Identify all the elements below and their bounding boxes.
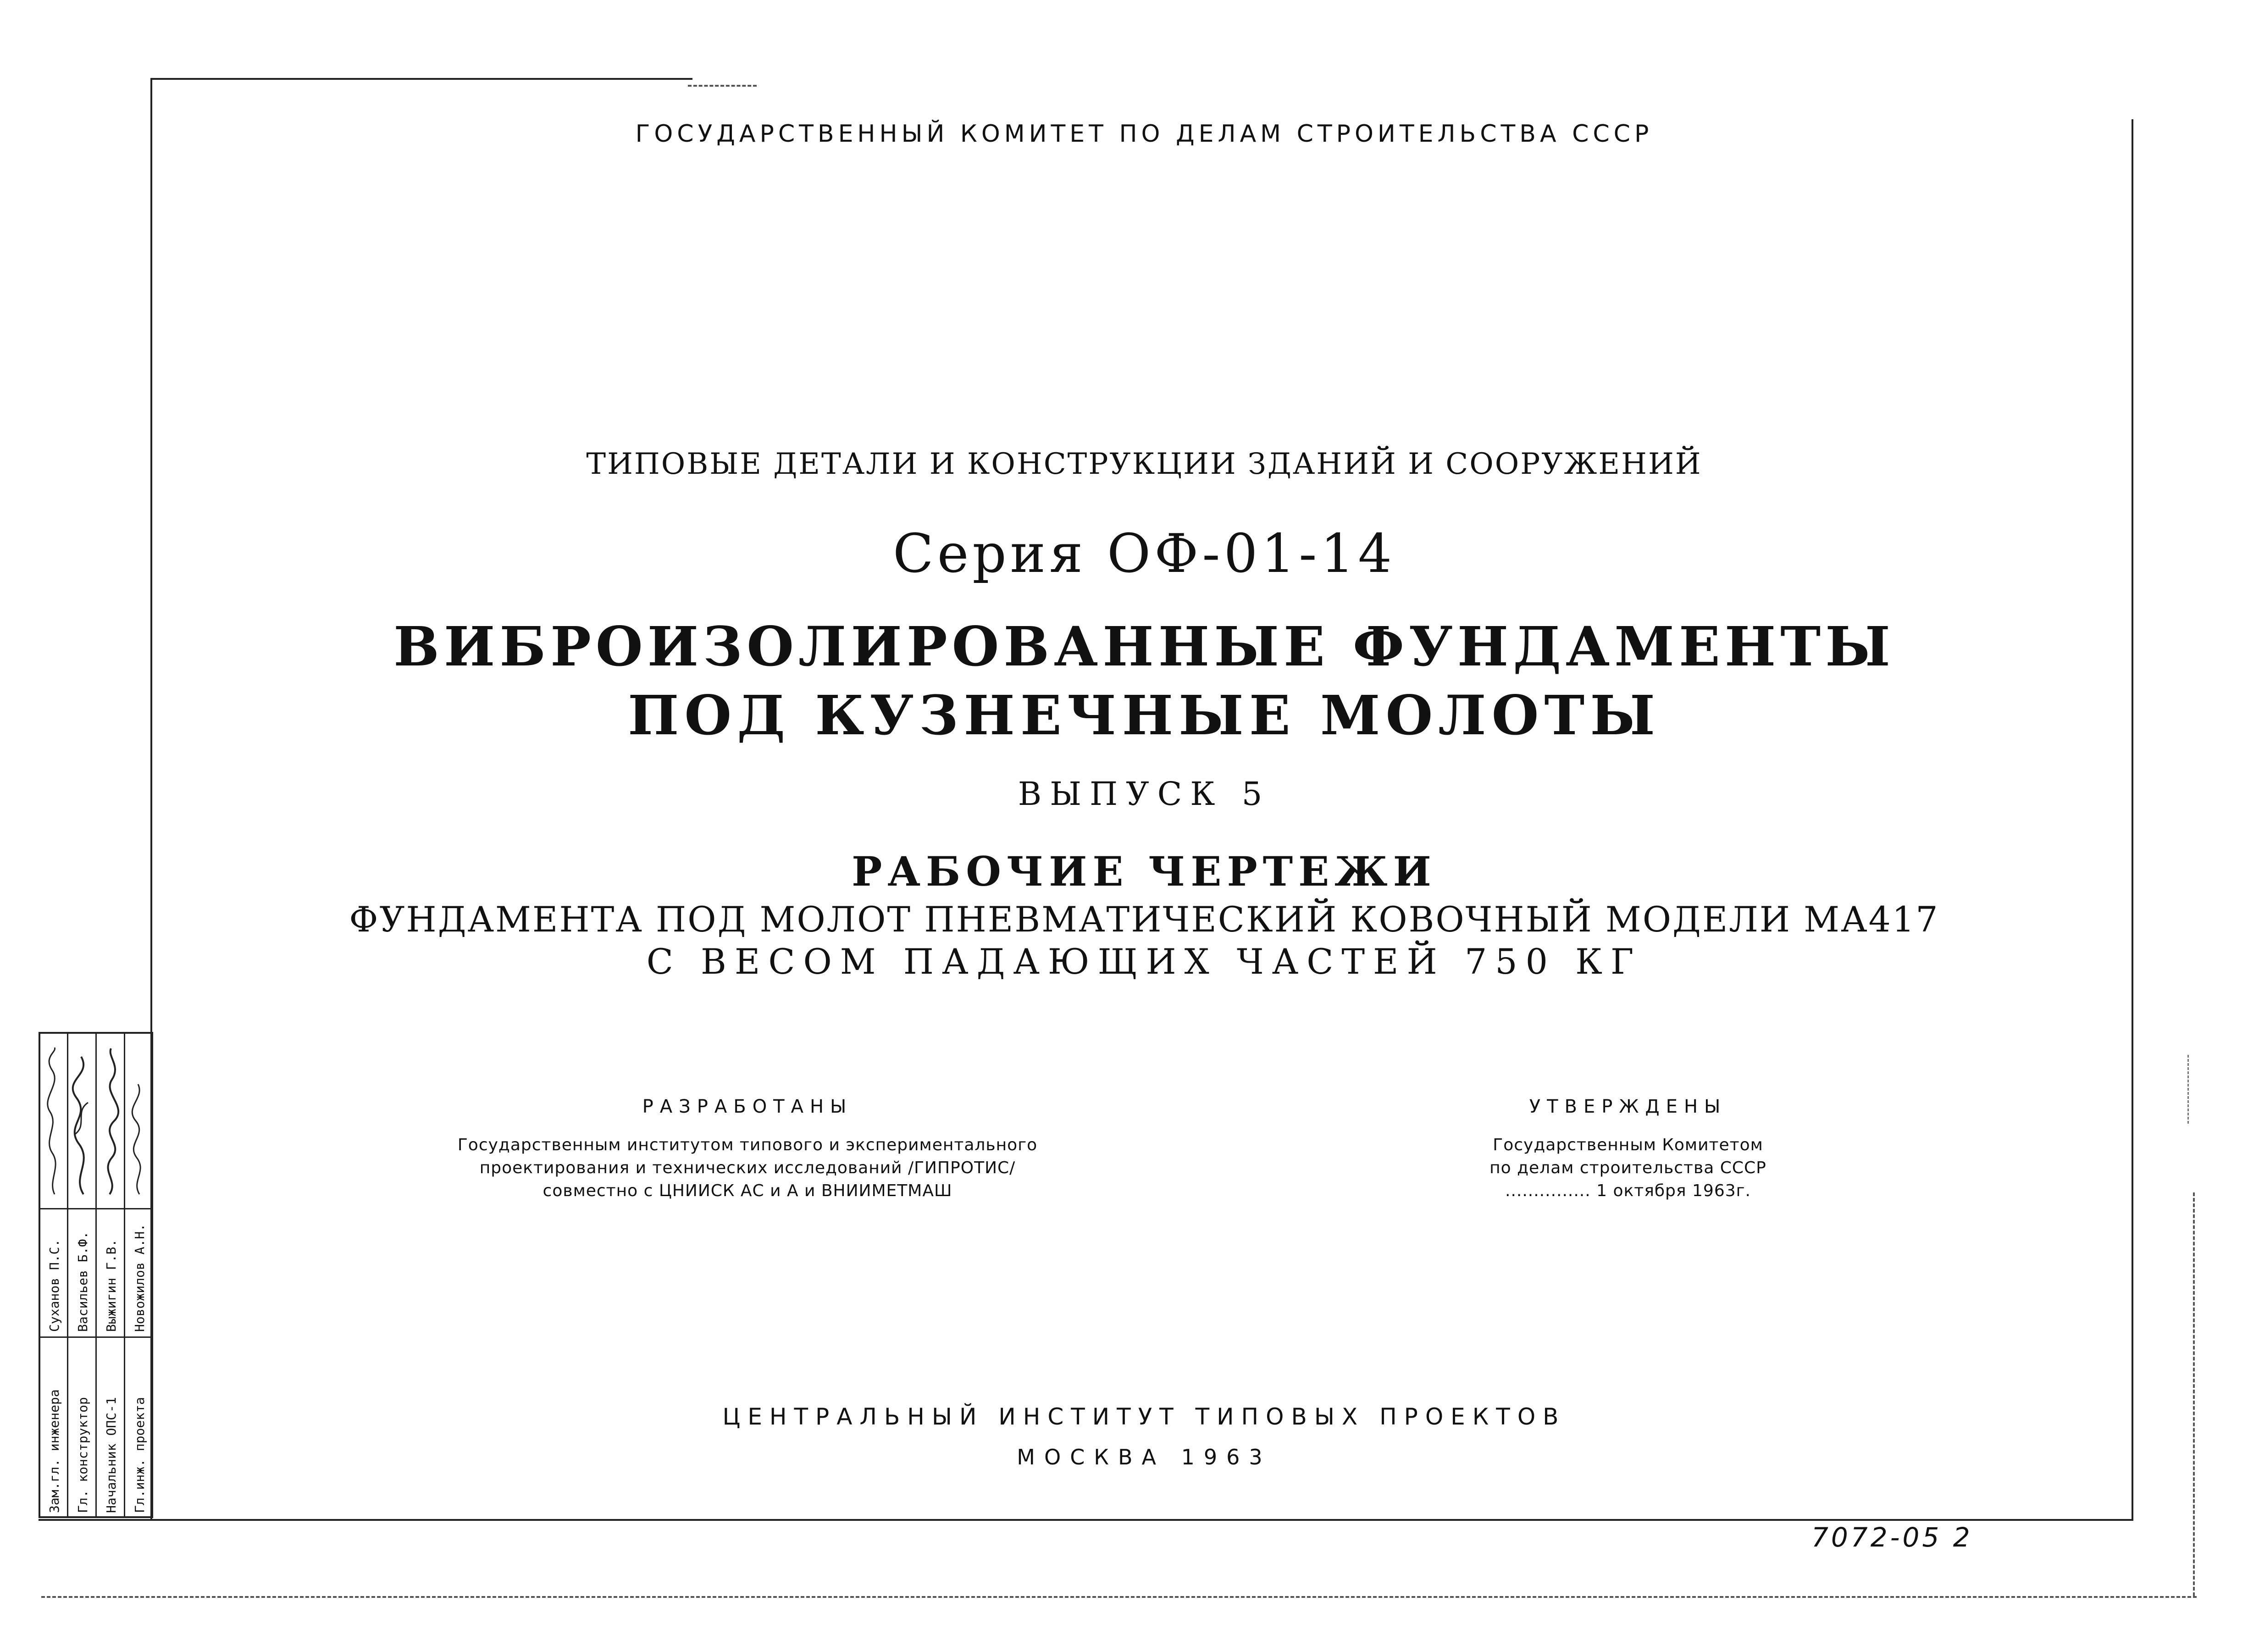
developed-line1: Государственным институтом типового и экспериментального bbox=[457, 1136, 1038, 1154]
series-number: Серия ОФ-01-14 bbox=[892, 523, 1396, 585]
stamp-role-1: Зам.гл. инженера bbox=[47, 1389, 62, 1513]
stamp-name-2: Васильев Б.Ф. bbox=[75, 1231, 90, 1332]
publisher-institute: ЦЕНТРАЛЬНЫЙ ИНСТИТУТ ТИПОВЫХ ПРОЕКТОВ bbox=[722, 1403, 1566, 1430]
approved-block bbox=[1399, 1096, 1857, 1203]
frame-top-dashed bbox=[688, 85, 757, 87]
stamp-name-1: Суханов П.С. bbox=[47, 1239, 62, 1332]
signature-1 bbox=[43, 1043, 66, 1199]
main-title-line1: ВИБРОИЗОЛИРОВАННЫЕ ФУНДАМЕНТЫ bbox=[393, 615, 1895, 678]
approved-line3: ............... 1 октября 1963г. bbox=[1505, 1181, 1751, 1200]
series-category-title: ТИПОВЫЕ ДЕТАЛИ И КОНСТРУКЦИИ ЗДАНИЙ И СООРУЖЕНИЙ bbox=[586, 447, 1702, 481]
stamp-name-4: Новожилов А.Н. bbox=[132, 1223, 147, 1332]
stamp-role-3: Начальник ОПС-1 bbox=[104, 1397, 119, 1513]
stamp-divider bbox=[40, 1336, 151, 1338]
stamp-role-2: Гл. конструктор bbox=[75, 1397, 90, 1513]
trim-mark-right bbox=[2187, 1055, 2189, 1124]
trim-line-bottom bbox=[41, 1596, 2197, 1598]
working-drawings-heading: РАБОЧИЕ ЧЕРТЕЖИ bbox=[852, 848, 1437, 895]
stamp-divider bbox=[67, 1034, 68, 1516]
stamp-divider bbox=[124, 1034, 125, 1516]
developed-block bbox=[358, 1096, 1137, 1203]
developed-heading: РАЗРАБОТАНЫ bbox=[642, 1096, 853, 1117]
stamp-name-3: Выжигин Г.В. bbox=[104, 1239, 119, 1332]
trim-line-right bbox=[2193, 1192, 2195, 1596]
stamp-role-4: Гл.инж. проекта bbox=[132, 1397, 147, 1513]
stamp-divider bbox=[95, 1034, 97, 1516]
stamp-divider bbox=[40, 1208, 151, 1209]
frame-bottom bbox=[39, 1519, 2133, 1521]
approved-line2: по делам строительства СССР bbox=[1489, 1159, 1766, 1177]
developed-line3: совместно с ЦНИИСК АС и А и ВНИИМЕТМАШ bbox=[543, 1181, 952, 1200]
frame-right bbox=[2132, 119, 2133, 1520]
main-title-line2: ПОД КУЗНЕЧНЫЕ МОЛОТЫ bbox=[627, 683, 1661, 747]
committee-heading: ГОСУДАРСТВЕННЫЙ КОМИТЕТ ПО ДЕЛАМ СТРОИТЕЛЬСТВА СССР bbox=[635, 120, 1653, 148]
issue-number: ВЫПУСК 5 bbox=[1018, 775, 1271, 813]
signature-stamp bbox=[39, 1032, 153, 1518]
foundation-description: ФУНДАМЕНТА ПОД МОЛОТ ПНЕВМАТИЧЕСКИЙ КОВОЧНЫЙ МОДЕЛИ МА417 bbox=[349, 899, 1939, 940]
falling-parts-weight: С ВЕСОМ ПАДАЮЩИХ ЧАСТЕЙ 750 КГ bbox=[646, 941, 1642, 982]
frame-top bbox=[151, 78, 692, 80]
approved-heading: УТВЕРЖДЕНЫ bbox=[1529, 1096, 1727, 1117]
signature-3 bbox=[98, 1043, 123, 1199]
signature-2 bbox=[70, 1043, 94, 1199]
developed-line2: проектирования и технических исследований /ГИПРОТИС/ bbox=[479, 1159, 1016, 1177]
approved-line1: Государственным Комитетом bbox=[1493, 1136, 1763, 1154]
signature-4 bbox=[127, 1043, 151, 1199]
publisher-city-year: МОСКВА 1963 bbox=[1017, 1445, 1272, 1469]
document-number: 7072-05 2 bbox=[1811, 1522, 1973, 1553]
